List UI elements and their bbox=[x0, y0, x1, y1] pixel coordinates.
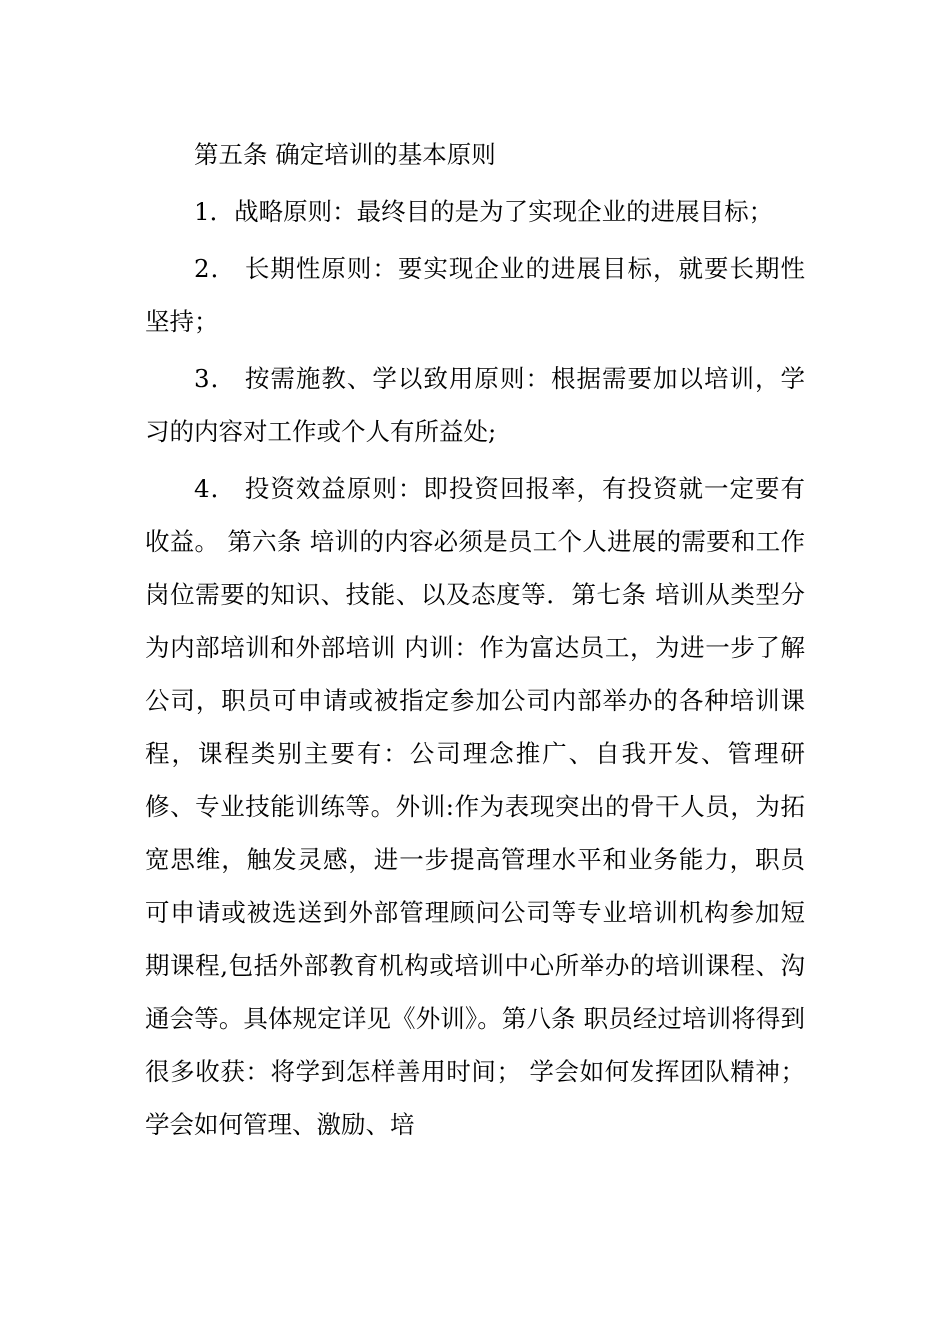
paragraph-investment-principle: 4． 投资效益原则：即投资回报率，有投资就一定要有收益。 第六条 培训的内容必须是员工个人进展的需要和工作岗位需要的知识、技能、以及态度等．第七条 培训从类型分为内部培训和外部培训 内训：作为富达员工，为进一步了解公司，职员可申请或被指定参加公司内部举办的各种培训课程，课程类别主要有：公司理念推广、自我开发、管理研修、专业技能训练等。外训:作为表现突出的骨干人员，为拓宽思维，触发灵感，进一步提高管理水平和业务能力，职员可申请或被选送到外部管理顾问公司等专业培训机构参加短期课程,包括外部教育机构或培训中心所举办的培训课程、沟通会等。具体规定详见《外训》。第八条 职员经过培训将得到很多收获：将学到怎样善用时间； 学会如何发挥团队精神； 学会如何管理、激励、培 bbox=[145, 474, 805, 1139]
paragraph-strategy-principle: 1．战略原则：最终目的是为了实现企业的进展目标； bbox=[194, 197, 774, 226]
document-body bbox=[145, 128, 805, 1155]
paragraph-need-based-principle: 3． 按需施教、学以致用原则：根据需要加以培训，学习的内容对工作或个人有所益处; bbox=[145, 364, 805, 446]
paragraph-article-5-title: 第五条 确定培训的基本原则 bbox=[194, 140, 496, 169]
paragraph-long-term-principle: 2． 长期性原则：要实现企业的进展目标，就要长期性坚持； bbox=[145, 254, 805, 336]
